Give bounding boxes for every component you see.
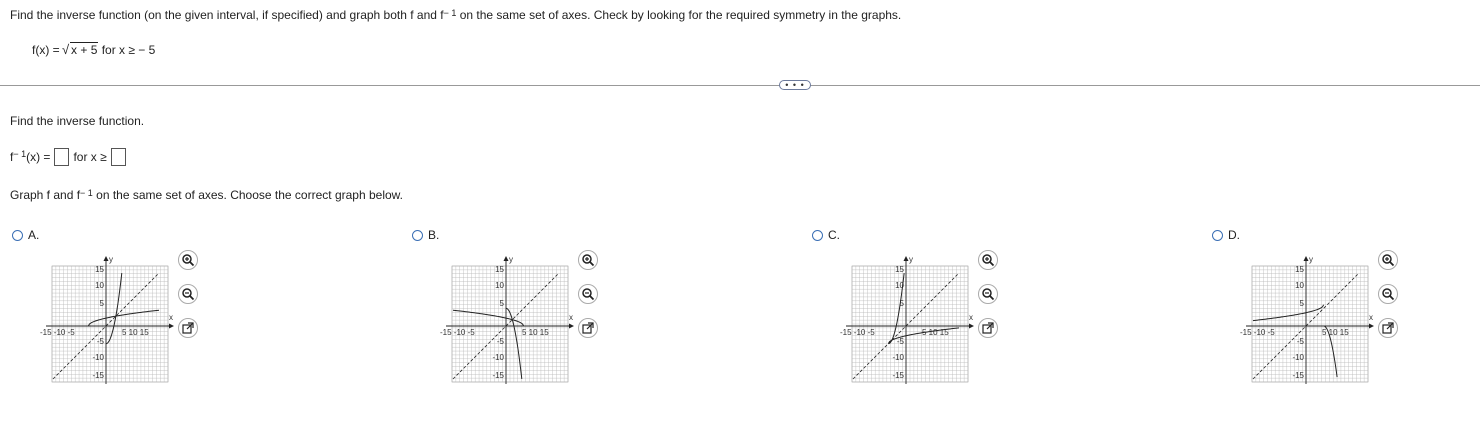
option-radio-button[interactable] <box>1212 230 1223 241</box>
option-graph[interactable] <box>1238 250 1373 395</box>
graph-svg <box>1238 250 1373 395</box>
option-radio-button[interactable] <box>812 230 823 241</box>
option-graph[interactable] <box>38 250 173 395</box>
open-new-window-button[interactable] <box>1378 318 1398 338</box>
graph-grid <box>1252 266 1368 382</box>
y-tick-15: 15 <box>1295 265 1304 274</box>
x-tick-labels-positive: 5 10 15 <box>922 328 949 337</box>
x-tick-labels-negative: -15 -10 -5 <box>1240 328 1275 337</box>
zoom-in-icon <box>582 254 594 266</box>
x-tick-labels-negative: -15 -10 -5 <box>840 328 875 337</box>
inverse-prompt: Find the inverse function. <box>10 114 145 128</box>
graph-prompt: Graph f and $f^{- 1}$ on the same set of axes. Choose the correct graph below. <box>10 188 403 202</box>
zoom-in-button[interactable] <box>1378 250 1398 270</box>
y-tick-5: 5 <box>499 299 504 308</box>
zoom-out-button[interactable] <box>978 284 998 304</box>
x-tick-labels-positive: 5 10 15 <box>522 328 549 337</box>
option-a-label[interactable] <box>12 228 39 242</box>
zoom-in-button[interactable] <box>578 250 598 270</box>
zoom-in-button[interactable] <box>978 250 998 270</box>
option-letter: B. <box>428 228 440 242</box>
y-tick-neg5: -5 <box>96 337 104 346</box>
x-tick-labels-positive: 5 10 15 <box>122 328 149 337</box>
y-axis-label: y <box>509 255 513 264</box>
question-text: Find the inverse function (on the given interval, if specified) and graph both f and $f^{- 1}$ on the same set of axes. Check by looking for the required symmetry in the graphs. <box>10 8 902 22</box>
y-tick-neg5: -5 <box>496 337 504 346</box>
option-d-label[interactable] <box>1212 228 1240 242</box>
y-axis-label: y <box>109 255 113 264</box>
option-b-label[interactable] <box>412 228 439 242</box>
inverse-answer-row: f $^{- 1}$ (x) = for x ≥ <box>10 148 130 166</box>
zoom-out-button[interactable] <box>1378 284 1398 304</box>
graph-grid <box>452 266 568 382</box>
y-tick-5: 5 <box>99 299 104 308</box>
y-tick-5: 5 <box>899 299 904 308</box>
x-axis-label: x <box>969 313 973 322</box>
zoom-in-icon <box>1382 254 1394 266</box>
option-graph[interactable] <box>838 250 973 395</box>
y-tick-neg10: -10 <box>492 353 504 362</box>
y-tick-10: 10 <box>895 281 904 290</box>
y-tick-10: 10 <box>1295 281 1304 290</box>
x-tick-labels-negative: -15 -10 -5 <box>40 328 75 337</box>
y-tick-neg10: -10 <box>1292 353 1304 362</box>
option-letter: A. <box>28 228 40 242</box>
graph-svg <box>38 250 173 395</box>
y-tick-neg10: -10 <box>92 353 104 362</box>
x-tick-labels-positive: 5 10 15 <box>1322 328 1349 337</box>
option-letter: D. <box>1228 228 1240 242</box>
y-axis-label: y <box>1309 255 1313 264</box>
zoom-out-icon <box>982 288 994 300</box>
zoom-out-button[interactable] <box>178 284 198 304</box>
zoom-out-icon <box>582 288 594 300</box>
y-tick-10: 10 <box>95 281 104 290</box>
y-tick-neg15: -15 <box>92 371 104 380</box>
zoom-out-icon <box>182 288 194 300</box>
option-letter: C. <box>828 228 840 242</box>
y-tick-neg15: -15 <box>892 371 904 380</box>
y-tick-15: 15 <box>95 265 104 274</box>
option-c-label[interactable] <box>812 228 840 242</box>
y-tick-neg15: -15 <box>492 371 504 380</box>
option-radio-button[interactable] <box>412 230 423 241</box>
y-tick-neg15: -15 <box>1292 371 1304 380</box>
open-new-window-button[interactable] <box>178 318 198 338</box>
y-tick-15: 15 <box>495 265 504 274</box>
y-tick-neg5: -5 <box>896 337 904 346</box>
x-axis-label: x <box>569 313 573 322</box>
y-tick-10: 10 <box>495 281 504 290</box>
open-new-window-icon <box>182 322 194 334</box>
open-new-window-button[interactable] <box>578 318 598 338</box>
zoom-in-icon <box>982 254 994 266</box>
zoom-in-button[interactable] <box>178 250 198 270</box>
y-tick-neg5: -5 <box>1296 337 1304 346</box>
x-axis-label: x <box>169 313 173 322</box>
open-new-window-icon <box>982 322 994 334</box>
section-divider <box>0 85 1480 86</box>
x-axis-label: x <box>1369 313 1373 322</box>
graph-svg <box>838 250 973 395</box>
option-graph[interactable] <box>438 250 573 395</box>
zoom-out-icon <box>1382 288 1394 300</box>
option-radio-button[interactable] <box>12 230 23 241</box>
y-tick-15: 15 <box>895 265 904 274</box>
open-new-window-icon <box>582 322 594 334</box>
function-definition: f(x) = √ x + 5 for x ≥ − 5 <box>32 43 155 57</box>
y-tick-neg10: -10 <box>892 353 904 362</box>
zoom-in-icon <box>182 254 194 266</box>
more-options-button[interactable]: • • • <box>779 80 811 90</box>
zoom-out-button[interactable] <box>578 284 598 304</box>
inverse-domain-input[interactable] <box>111 148 126 166</box>
x-tick-labels-negative: -15 -10 -5 <box>440 328 475 337</box>
y-tick-5: 5 <box>1299 299 1304 308</box>
graph-svg <box>438 250 573 395</box>
y-axis-label: y <box>909 255 913 264</box>
graph-grid <box>52 266 168 382</box>
inverse-function-input[interactable] <box>54 148 69 166</box>
open-new-window-icon <box>1382 322 1394 334</box>
sqrt-symbol: √ x + 5 <box>63 43 98 57</box>
graph-grid <box>852 266 968 382</box>
open-new-window-button[interactable] <box>978 318 998 338</box>
